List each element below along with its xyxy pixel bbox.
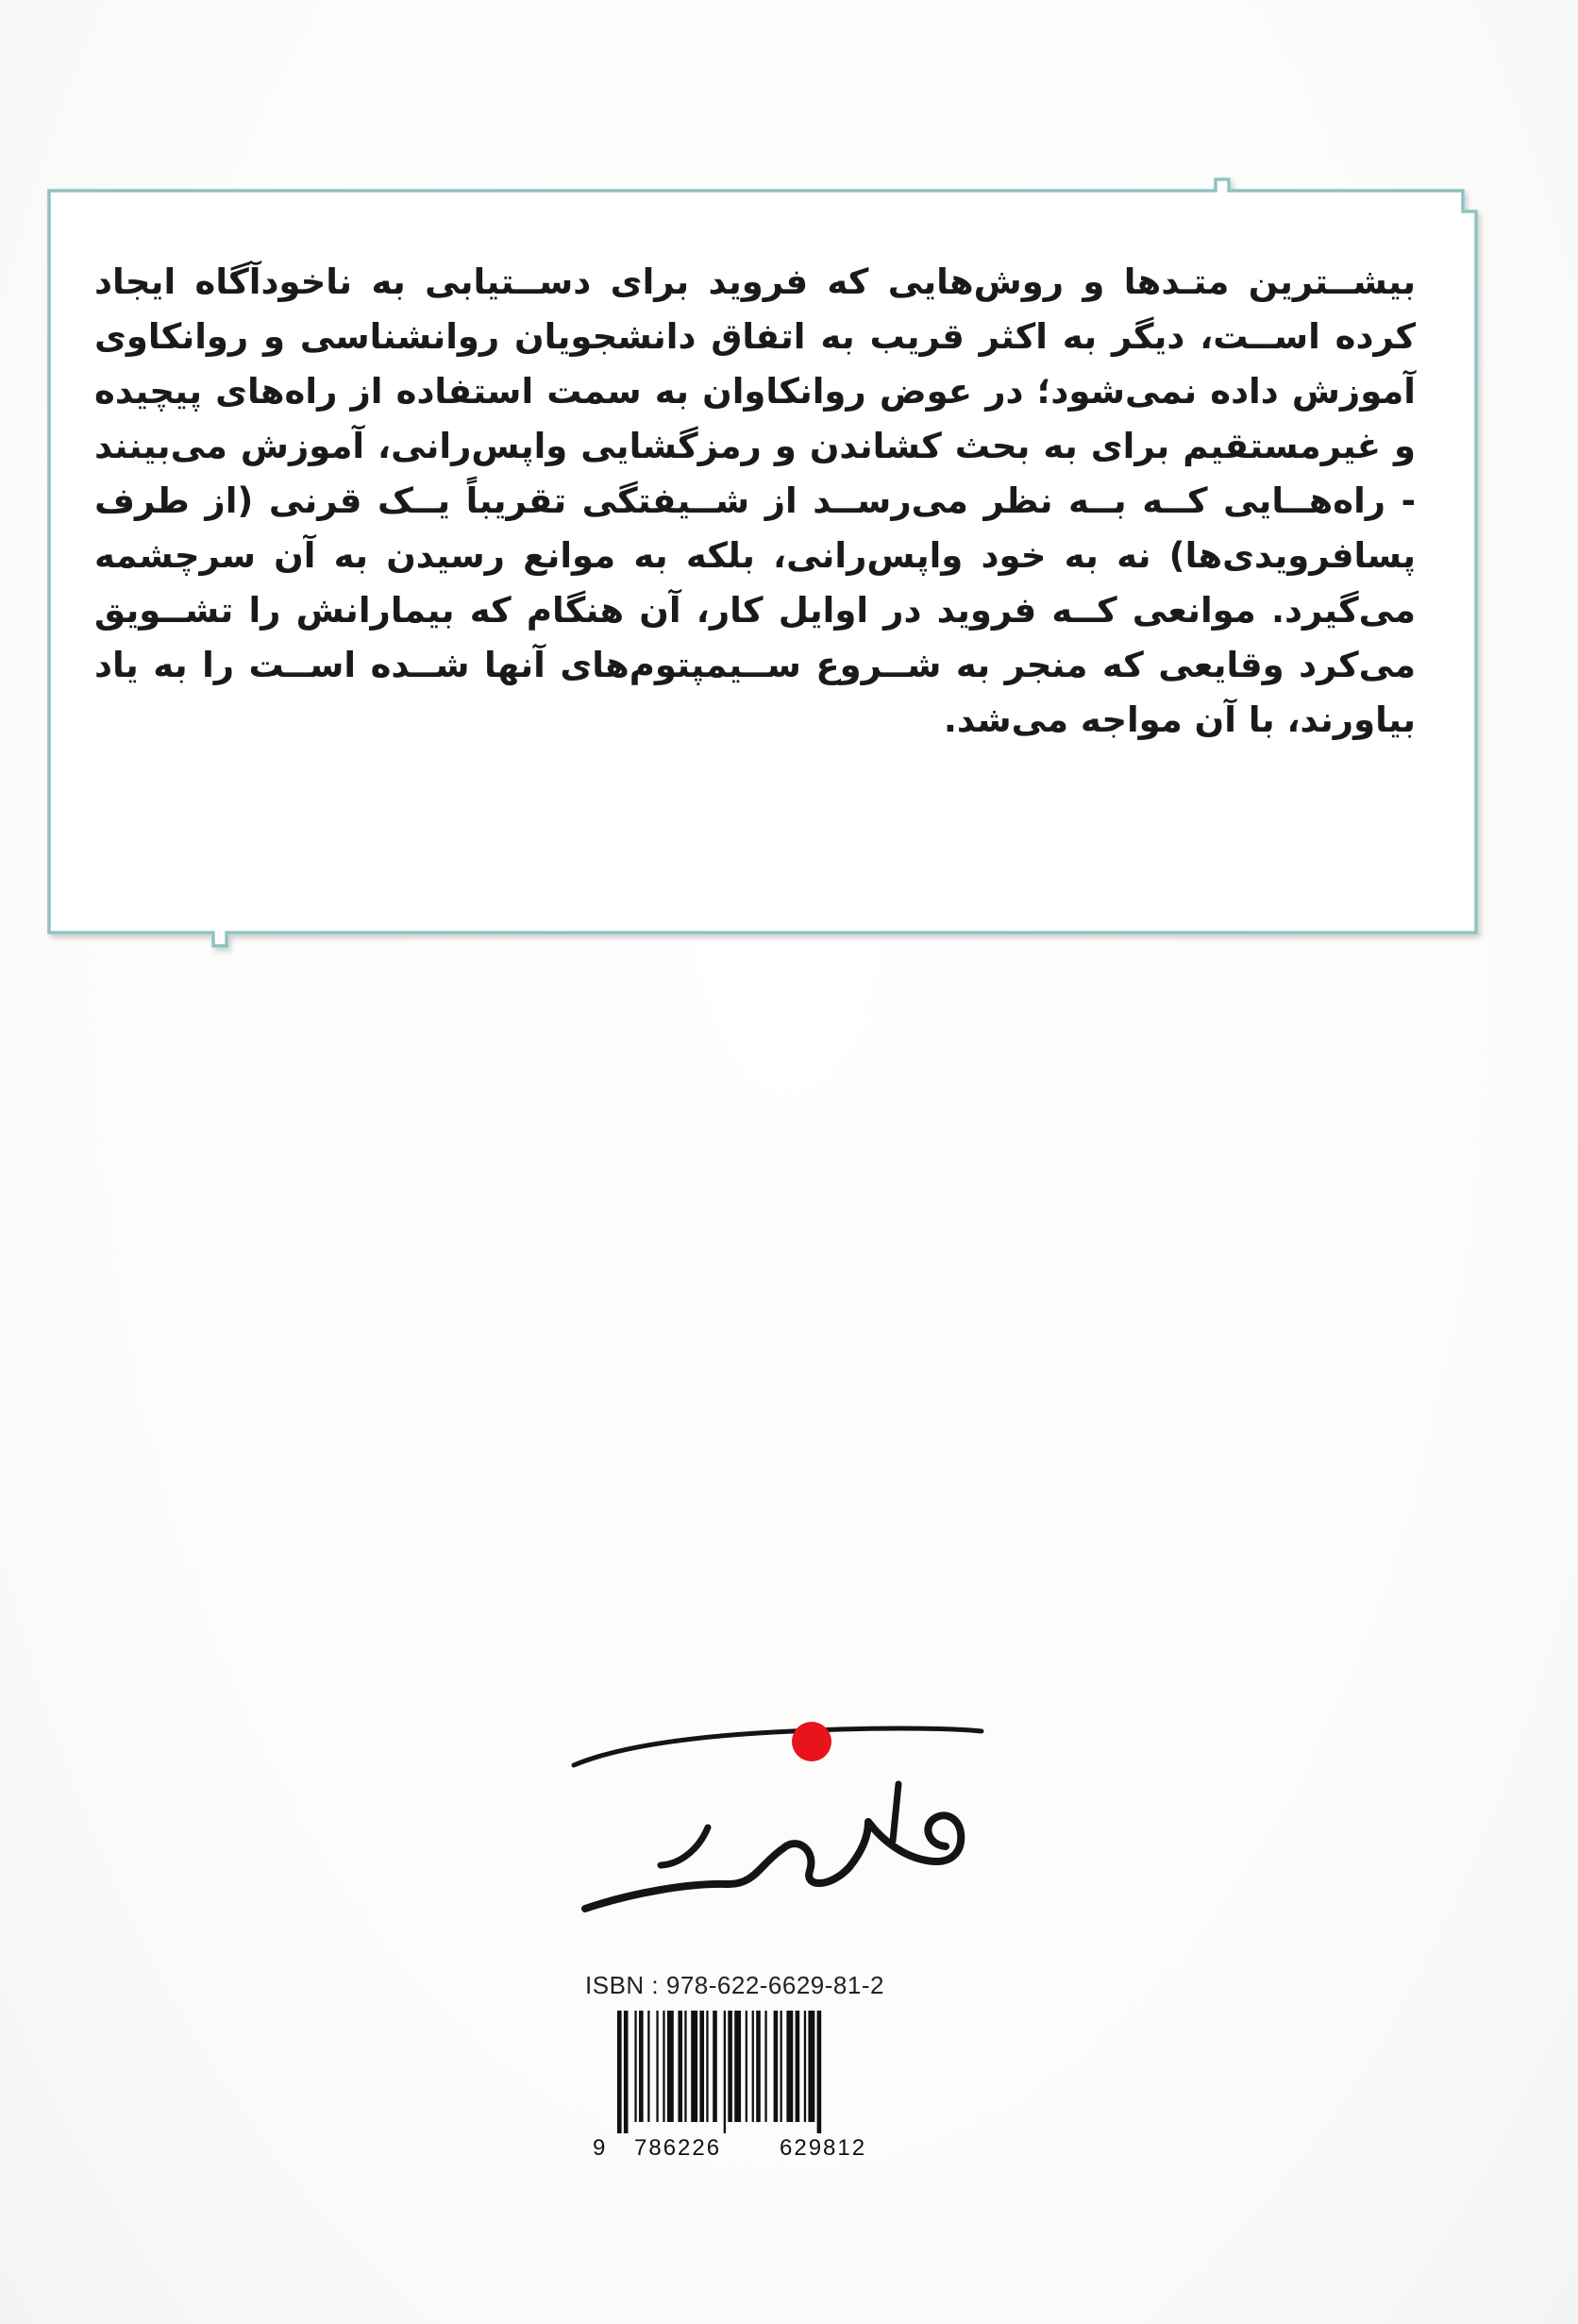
barcode-bar: [667, 2011, 674, 2122]
barcode-digits-left: 786226: [634, 2135, 722, 2161]
barcode-bar: [796, 2011, 800, 2122]
barcode-bar: [756, 2011, 761, 2122]
logo-top-stroke: [574, 1728, 982, 1765]
barcode: [613, 2011, 915, 2133]
barcode-digits: [593, 2135, 932, 2167]
barcode-bar: [804, 2011, 806, 2122]
isbn-label: ISBN : 978-622-6629-81-2: [585, 1971, 884, 1999]
barcode-bar: [647, 2011, 649, 2122]
barcode-bar: [713, 2011, 717, 2122]
barcode-bar: [699, 2011, 704, 2122]
barcode-bar: [691, 2011, 697, 2122]
barcode-bar: [817, 2011, 822, 2133]
logo-red-dot: [792, 1722, 831, 1761]
barcode-bar: [624, 2011, 629, 2133]
barcode-digit-first: 9: [593, 2135, 606, 2161]
barcode-bar: [774, 2011, 779, 2122]
barcode-bar: [781, 2011, 782, 2122]
logo-script-stroke: [585, 1815, 961, 1909]
barcode-bar: [634, 2011, 636, 2122]
barcode-bar: [734, 2011, 741, 2122]
barcode-bar: [706, 2011, 708, 2122]
logo-alef-stroke: [893, 1784, 898, 1841]
publisher-logo: [557, 1699, 991, 1935]
barcode-digits-right: 629812: [780, 2135, 867, 2161]
blurb-text: بیشــترین متـدها و روش‌هایی که فروید برای دســتیابی به ناخودآگاه ایجاد کرده اســت، دیگر به اکثر قریب به اتفاق دانشجویان روانشناسی و روانکاوی آموزش داده نمی‌شود؛ در عوض روانکاوان به سمت استفاده از راه‌های پیچیده و غیرمستقیم برای به بحث کشاندن و رمزگشایی واپس‌رانی، آموزش می‌بینند - راه‌هــایی کــه بــه نظر می‌رســد از شــیفتگی تقریباً یــک قرنی (از طرف پسافرویدی‌ها) نه به خود واپس‌رانی، بلکه به موانع رسیدن به آن سرچشمه می‌گیرد. موانعی کــه فروید در اوایل کار، آن هنگام که بیمارانش را تشــویق می‌کرد وقایعی که منجر به شــروع ســیمپتوم‌های آنها شــده اســت را به یاد بیاورند، با آن مواجه می‌شد.: [94, 261, 1416, 740]
logo-hook-stroke: [661, 1827, 708, 1865]
barcode-bar: [656, 2011, 658, 2122]
barcode-bar: [752, 2011, 754, 2122]
barcode-bar: [617, 2011, 622, 2133]
barcode-bar: [746, 2011, 747, 2122]
barcode-bar: [728, 2011, 732, 2122]
barcode-bar: [724, 2011, 726, 2133]
barcode-bar: [764, 2011, 766, 2122]
barcode-bar: [678, 2011, 682, 2122]
barcode-bar: [639, 2011, 644, 2122]
barcode-bar: [684, 2011, 686, 2122]
barcode-bar: [663, 2011, 664, 2122]
barcode-bar: [786, 2011, 793, 2122]
barcode-bar: [808, 2011, 814, 2122]
